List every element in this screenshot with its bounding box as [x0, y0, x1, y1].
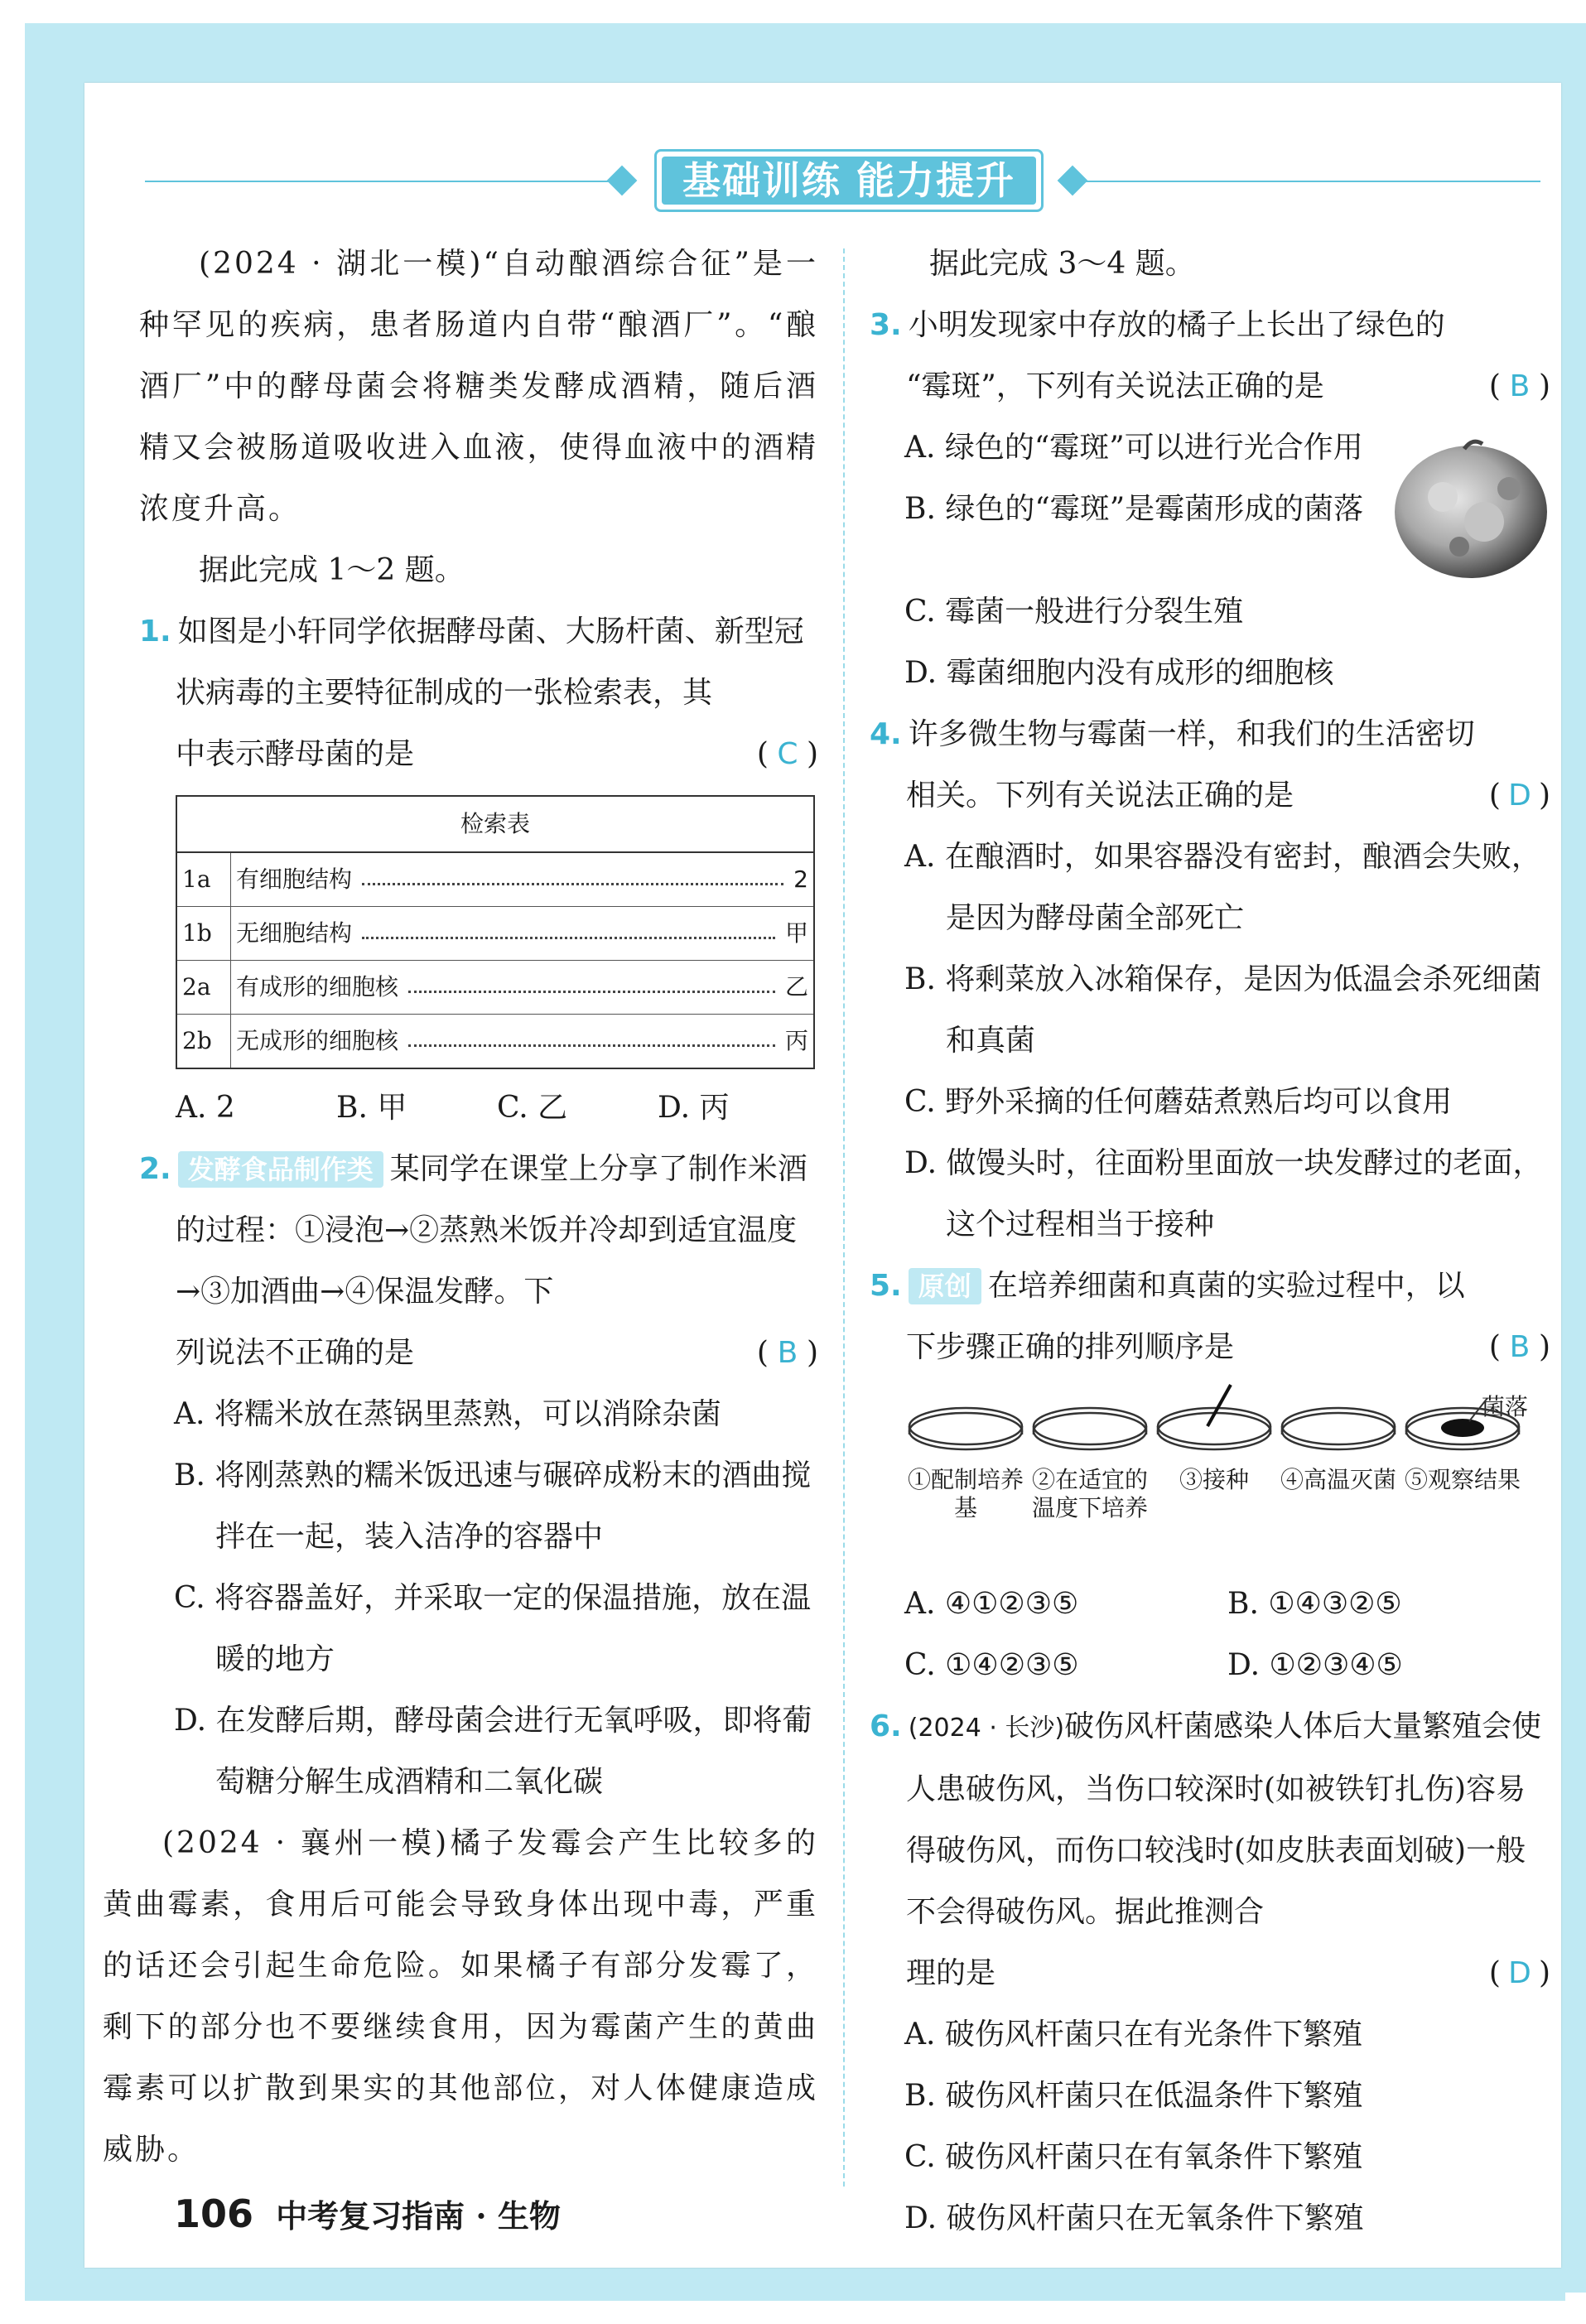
- page-number: 106: [174, 2191, 254, 2236]
- book-title: 中考复习指南 · 生物: [276, 2197, 561, 2235]
- moldy-orange-image: [1385, 431, 1550, 581]
- answer-letter: D: [1508, 779, 1531, 812]
- option-d: D. 做馒头时，往面粉里面放一块发酵过的老面，这个过程相当于接种: [904, 1146, 1543, 1242]
- banner-rule-right: [1077, 181, 1540, 182]
- petri-dish-icon: [1034, 1408, 1146, 1449]
- answer-letter: B: [1509, 1330, 1531, 1364]
- question-number: 1.: [139, 615, 171, 649]
- row-desc: 有成形的细胞核: [236, 973, 399, 1000]
- question-number: 6.: [870, 1709, 902, 1743]
- option-c: C. 霉菌一般进行分裂生殖: [904, 595, 1244, 629]
- option-c: C. ①④②③⑤: [904, 1648, 1079, 1682]
- question-stem: 小明发现家中存放的橘子上长出了绿色的: [908, 308, 1445, 342]
- option-b: B. ①④③②⑤: [1227, 1587, 1402, 1621]
- option-d: D. 丙: [658, 1091, 730, 1125]
- question-stem-tail: 列说法不正确的是: [176, 1336, 415, 1370]
- banner-title: 基础训练 能力提升: [662, 157, 1036, 205]
- question-stem-tail: “霉斑”，下列有关说法正确的是: [906, 369, 1324, 403]
- step-caption: ③接种: [1179, 1466, 1249, 1493]
- border-bottom: [25, 2268, 1565, 2301]
- banner-rule-left: [145, 181, 609, 182]
- answer-blank: ( B ): [1489, 1317, 1550, 1378]
- option-d: D. 在发酵后期，酵母菌会进行无氧呼吸，即将葡萄糖分解生成酒精和二氧化碳: [174, 1704, 812, 1799]
- answer-blank: ( D ): [1489, 765, 1550, 827]
- page-footer: [174, 2191, 561, 2236]
- table-row: [176, 907, 814, 961]
- petri-dish-icon: [909, 1408, 1022, 1449]
- inoculating-loop-icon: [1208, 1385, 1231, 1426]
- key-table: [176, 795, 815, 1069]
- step-caption: ④高温灭菌: [1280, 1466, 1397, 1493]
- colony-icon: [1441, 1419, 1484, 1437]
- colony-label: 菌落: [1482, 1393, 1529, 1420]
- row-result: 乙: [784, 973, 808, 1000]
- answer-letter: B: [777, 1336, 798, 1370]
- row-result: 甲: [784, 919, 808, 947]
- option-c: C. 野外采摘的任何蘑菇煮熟后均可以食用: [904, 1085, 1453, 1119]
- border-right: [1561, 23, 1586, 2293]
- question-2: [139, 1139, 818, 1813]
- options-row: [870, 1574, 1550, 1635]
- step-caption: ②在适宜的温度下培养: [1032, 1466, 1149, 1521]
- border-left: [25, 23, 84, 2293]
- category-tag: 原创: [909, 1268, 981, 1304]
- passage-1-instruction: 据此完成 1～2 题。: [199, 553, 465, 587]
- question-stem: 许多微生物与霉菌一样，和我们的生活密切: [908, 717, 1475, 751]
- option-d: D. ①②③④⑤: [1227, 1648, 1403, 1682]
- option-a: A. 将糯米放在蒸锅里蒸熟，可以消除杂菌: [174, 1397, 721, 1431]
- question-stem: 如图是小轩同学依据酵母菌、大肠杆菌、新型冠状病毒的主要特征制成的一张检索表，其: [176, 615, 804, 710]
- row-code: 2a: [176, 961, 231, 1015]
- options-row: [139, 1078, 818, 1139]
- table-row: [176, 1015, 814, 1069]
- row-code: 2b: [176, 1015, 231, 1069]
- row-desc: 无细胞结构: [236, 919, 353, 947]
- question-stem-tail: 理的是: [906, 1956, 996, 1990]
- question-stem: 某同学在课堂上分享了制作米酒的过程：①浸泡→②蒸熟米饭并冷却到适宜温度→③加酒曲→④保温发酵。下: [176, 1152, 807, 1309]
- option-b: B. 绿色的“霉斑”是霉菌形成的菌落: [904, 492, 1364, 526]
- question-6: [870, 1696, 1550, 2249]
- row-result: 2: [793, 865, 808, 893]
- border-top: [25, 23, 1565, 89]
- question-5: [870, 1256, 1550, 1696]
- petri-dish-icon: [1282, 1408, 1395, 1449]
- column-divider: [843, 248, 845, 2187]
- options-row: [870, 1635, 1550, 1696]
- table-row: [176, 961, 814, 1015]
- option-c: C. 将容器盖好，并采取一定的保温措施，放在温暖的地方: [174, 1581, 812, 1676]
- answer-blank: ( C ): [757, 724, 818, 785]
- option-b: B. 将剩菜放入冰箱保存，是因为低温会杀死细菌和真菌: [904, 962, 1542, 1058]
- row-desc: 有细胞结构: [236, 865, 353, 893]
- answer-blank: ( D ): [1489, 1943, 1550, 2004]
- option-d: D. 霉菌细胞内没有成形的细胞核: [904, 656, 1334, 690]
- question-1: [139, 601, 818, 1139]
- row-result: 丙: [784, 1027, 808, 1054]
- section-banner: [654, 149, 1044, 212]
- passage-1: (2024 · 湖北一模)“自动酿酒综合征”是一种罕见的疾病，患者肠道内自带“酿酒厂”。“酿酒厂”中的酵母菌会将糖类发酵成酒精，随后酒精又会被肠道吸收进入血液，使得血液中的酒精浓度升高。: [139, 247, 818, 526]
- answer-letter: C: [777, 737, 798, 771]
- question-number: 3.: [870, 308, 902, 342]
- answer-blank: ( B ): [757, 1323, 818, 1384]
- key-table-title: 检索表: [176, 796, 814, 852]
- option-d: D. 破伤风杆菌只在无氧条件下繁殖: [904, 2201, 1364, 2235]
- row-code: 1a: [176, 852, 231, 907]
- row-desc: 无成形的细胞核: [236, 1027, 399, 1054]
- option-c: C. 乙: [497, 1091, 568, 1125]
- option-a: A. ④①②③⑤: [904, 1587, 1079, 1621]
- question-stem: 在培养细菌和真菌的实验过程中，以: [987, 1269, 1465, 1303]
- category-tag: 发酵食品制作类: [178, 1151, 383, 1188]
- petri-dish-row: [906, 1383, 1552, 1466]
- table-row: [176, 852, 814, 907]
- answer-blank: ( B ): [1489, 356, 1550, 417]
- question-source: (2024 · 长沙): [908, 1714, 1065, 1743]
- passage-2: (2024 · 襄州一模)橘子发霉会产生比较多的黄曲霉素，食用后可能会导致身体出现中毒，严重的话还会引起生命危险。如果橘子有部分发霉了，剩下的部分也不要继续食用，因为霉菌产生的黄曲霉素可以扩散到果实的其他部位，对人体健康造成威胁。: [103, 1826, 818, 2167]
- question-3: [870, 295, 1550, 704]
- option-b: B. 破伤风杆菌只在低温条件下繁殖: [904, 2079, 1363, 2113]
- option-a: A. 绿色的“霉斑”可以进行光合作用: [904, 431, 1363, 465]
- option-a: A. 在酿酒时，如果容器没有密封，酿酒会失败，是因为酵母菌全部死亡: [904, 840, 1541, 935]
- step-caption: ①配制培养基: [908, 1466, 1024, 1521]
- step-caption: ⑤观察结果: [1405, 1466, 1521, 1493]
- row-code: 1b: [176, 907, 231, 961]
- option-a: A. 破伤风杆菌只在有光条件下繁殖: [904, 2018, 1362, 2052]
- left-column: [103, 234, 818, 2181]
- question-number: 2.: [139, 1152, 171, 1186]
- option-b: B. 将刚蒸熟的糯米饭迅速与碾碎成粉末的酒曲搅拌在一起，装入洁净的容器中: [174, 1459, 812, 1554]
- question-number: 4.: [870, 717, 902, 751]
- question-4: [870, 704, 1550, 1256]
- question-number: 5.: [870, 1269, 902, 1303]
- option-c: C. 破伤风杆菌只在有氧条件下繁殖: [904, 2140, 1363, 2174]
- option-b: B. 甲: [336, 1091, 407, 1125]
- question-stem-tail: 相关。下列有关说法正确的是: [906, 779, 1294, 812]
- right-column: [870, 234, 1550, 2249]
- option-a: A. 2: [176, 1091, 235, 1125]
- petri-dish-figure: [906, 1383, 1550, 1574]
- question-stem: 破伤风杆菌感染人体后大量繁殖会使人患破伤风，当伤口较深时(如被铁钉扎伤)容易得破伤风，而伤口较浅时(如皮肤表面划破)一般不会得破伤风。据此推测合: [906, 1709, 1542, 1929]
- passage-2-instruction: 据此完成 3～4 题。: [929, 247, 1195, 281]
- answer-letter: B: [1509, 369, 1531, 403]
- question-stem-tail: 下步骤正确的排列顺序是: [906, 1330, 1235, 1364]
- question-stem-tail: 中表示酵母菌的是: [176, 737, 415, 771]
- answer-letter: D: [1508, 1956, 1531, 1990]
